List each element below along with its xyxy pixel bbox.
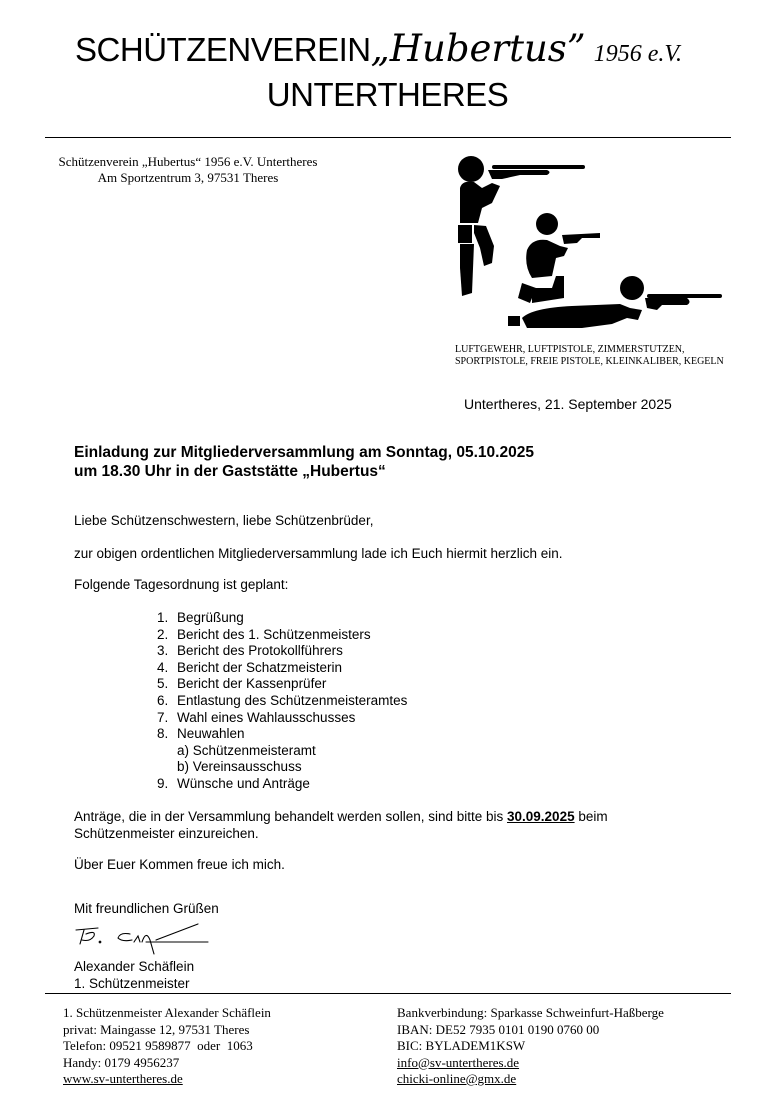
footer-contact-address: privat: Maingasse 12, 97531 Theres (63, 1021, 250, 1037)
signer-name: Alexander Schäflein (74, 959, 195, 974)
email-link-secondary[interactable]: chicki-online@gmx.de (397, 1071, 517, 1086)
intro-paragraph: zur obigen ordentlichen Mitgliederversammlung lade ich Euch hiermit herzlich ein. (74, 546, 563, 561)
bank-iban: IBAN: DE52 7935 0101 0190 0760 00 (397, 1021, 600, 1037)
subject-line-1: Einladung zur Mitgliederversammlung am Sonntag, 05.10.2025 (74, 444, 534, 461)
footer-contact-name: 1. Schützenmeister Alexander Schäflein (63, 1005, 271, 1020)
club-founded: 1956 e.V. (593, 41, 682, 67)
agenda-item (157, 776, 407, 793)
signature-icon (72, 920, 212, 956)
agenda-number: 8. (157, 726, 169, 742)
place-date: Untertheres, 21. September 2025 (464, 396, 672, 412)
letter-subject (74, 443, 714, 481)
signer-role: 1. Schützenmeister (74, 976, 190, 991)
header-divider (45, 137, 731, 138)
agenda-item (157, 710, 407, 727)
agenda-item (157, 627, 407, 644)
agenda-list (157, 610, 407, 793)
motions-text-before: Anträge, die in der Versammlung behandelt werden sollen, sind bitte bis (74, 809, 508, 824)
agenda-number: 4. (157, 659, 169, 675)
regards: Mit freundlichen Grüßen (74, 901, 219, 916)
club-name: SCHÜTZENVEREIN (75, 31, 371, 68)
subject-line-2: um 18.30 Uhr in der Gaststätte „Hubertus“ (74, 463, 386, 480)
agenda-text: Bericht des 1. Schützenmeisters (177, 626, 371, 642)
disciplines-list: LUFTGEWEHR, LUFTPISTOLE, ZIMMERSTUTZEN, SPORTPISTOLE, FREIE PISTOLE, KLEINKALIBER, KEGELN (455, 344, 724, 367)
motions-deadline: 30.09.2025 (507, 809, 575, 824)
shooters-icon (452, 148, 722, 333)
agenda-text: Wünsche und Anträge (177, 775, 310, 791)
motions-text-after: beim Schützenmeister einzureichen. (74, 809, 608, 841)
agenda-text: Wahl eines Wahlausschusses (177, 709, 356, 725)
agenda-number: 5. (157, 676, 169, 692)
footer-divider (45, 993, 731, 994)
email-link-info[interactable]: info@sv-untertheres.de (397, 1054, 520, 1070)
letterhead-title (0, 27, 757, 70)
agenda-item (157, 610, 407, 627)
agenda-number: 7. (157, 709, 169, 725)
agenda-text: Neuwahlen (177, 726, 245, 742)
closing-sentence: Über Euer Kommen freue ich mich. (74, 857, 285, 872)
sender-address (48, 154, 328, 186)
agenda-text: Bericht der Kassenprüfer (177, 676, 327, 692)
footer-bank (397, 1005, 664, 1088)
agenda-number: 3. (157, 643, 169, 659)
prone-shooter-head (620, 276, 644, 300)
agenda-number: 1. (157, 610, 169, 625)
bank-bic: BIC: BYLADEM1KSW (397, 1038, 526, 1053)
motions-paragraph (74, 808, 674, 842)
agenda-text: Begrüßung (177, 610, 244, 625)
agenda-subitem: a) Schützenmeisteramt (177, 742, 316, 758)
agenda-intro: Folgende Tagesordnung ist geplant: (74, 577, 289, 592)
standing-shooter-head (458, 156, 484, 182)
sender-line-1: Schützenverein „Hubertus“ 1956 e.V. Untertheres (58, 154, 318, 169)
salutation: Liebe Schützenschwestern, liebe Schützenbrüder, (74, 513, 374, 528)
agenda-item (157, 643, 407, 660)
footer-contact-phone: Telefon: 09521 9589877 oder 1063 (63, 1038, 253, 1053)
footer-contact (63, 1005, 271, 1088)
club-nickname: „Hubertus” (370, 27, 586, 70)
agenda-number: 6. (157, 692, 169, 708)
agenda-item (157, 660, 407, 677)
bank-name: Bankverbindung: Sparkasse Schweinfurt-Haßberge (397, 1005, 664, 1020)
sender-line-2: Am Sportzentrum 3, 97531 Theres (97, 170, 279, 185)
agenda-text: Entlastung des Schützenmeisteramtes (177, 692, 408, 708)
website-link[interactable]: www.sv-untertheres.de (63, 1071, 183, 1086)
agenda-item (157, 676, 407, 693)
agenda-subitem: b) Vereinsausschuss (177, 759, 302, 775)
agenda-number: 9. (157, 775, 169, 791)
club-town: UNTERTHERES (266, 76, 509, 113)
footer-contact-mobile: Handy: 0179 4956237 (63, 1054, 180, 1070)
kneeling-shooter-head (536, 213, 558, 235)
agenda-item (157, 693, 407, 710)
agenda-text: Bericht der Schatzmeisterin (177, 659, 343, 675)
agenda-text: Bericht des Protokollführers (177, 643, 343, 659)
agenda-item (157, 726, 407, 743)
agenda-number: 2. (157, 626, 169, 642)
